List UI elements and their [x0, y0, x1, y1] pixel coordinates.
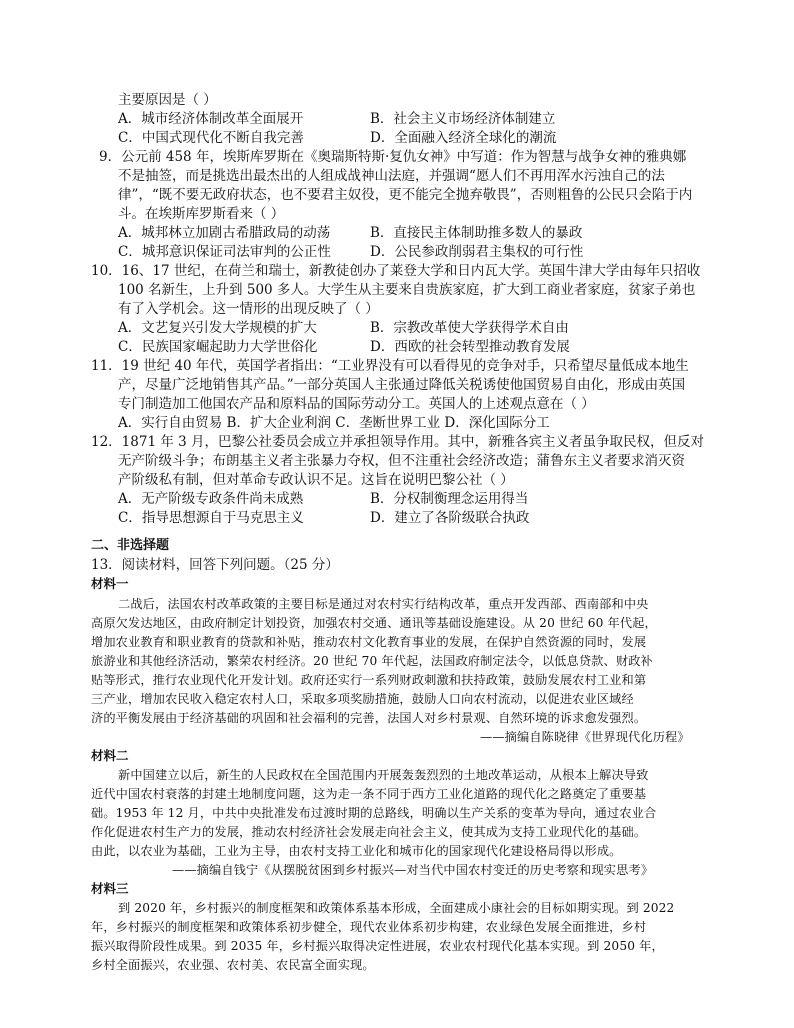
material-3-line-3: 振兴取得阶段性成果。到 2035 年，乡村振兴取得决定性进展，农业农村现代化基本实现。到 2050 年， — [91, 939, 664, 953]
q10-line-2: 100 名新生，上升到 500 多人。大学生从主要来自贵族家庭，扩大到工商业者家庭，贫家子弟也 — [118, 282, 696, 298]
q12-option-b[interactable]: B．分权制衡理念运用得当 — [370, 491, 529, 507]
material-1-line-4: 旅游业和其他经济活动，繁荣农村经济。20 世纪 70 年代起，法国政府制定法令，以低息贷款、财政补 — [91, 654, 653, 668]
q8-option-c[interactable]: C．中国式现代化不断自我完善 — [118, 130, 304, 146]
material-1-line-3: 增加农业教育和职业教育的贷款和补贴，推动农村文化教育事业的发展，在保护自然资源的同时，发展 — [91, 635, 647, 649]
q9-line-4: 斗。在埃斯库罗斯看来（ ） — [118, 206, 285, 222]
q10-option-d[interactable]: D．西欧的社会转型推动教育发展 — [370, 339, 570, 355]
q12-option-d[interactable]: D．建立了各阶级联合执政 — [370, 510, 530, 526]
q12-option-a[interactable]: A．无产阶级专政条件尚未成熟 — [118, 491, 304, 507]
q12-option-c[interactable]: C．指导思想源自于马克思主义 — [118, 510, 304, 526]
material-3-line-4: 乡村全面振兴，农业强、农村美、农民富全面实现。 — [91, 958, 375, 972]
q9-option-b[interactable]: B．直接民主体制助推多数人的暴政 — [370, 225, 583, 241]
q13-stem: 13．阅读材料，回答下列问题。（25 分） — [91, 557, 339, 573]
q10-option-c[interactable]: C．民族国家崛起助力大学世俗化 — [118, 339, 318, 355]
q11-options[interactable]: A．实行自由贸易 B．扩大企业利润 C．垄断世界工业 D．深化国际分工 — [118, 415, 550, 431]
q9-option-c[interactable]: C．城邦意识保证司法审判的公正性 — [118, 244, 331, 260]
q11-line-1: 11．19 世纪 40 年代，英国学者指出：“工业界没有可以看得见的竞争对手，只希望尽量低成本地生 — [91, 358, 689, 374]
material-1-line-7: 济的平衡发展由于经济基础的巩固和社会福利的完善，法国人对乡村景观、自然环境的诉求愈发强烈。 — [91, 711, 647, 725]
material-2-line-1: 新中国建立以后，新生的人民政权在全国范围内开展轰轰烈烈的土地改革运动，从根本上解决导致 — [118, 768, 649, 782]
material-3-line-1: 到 2020 年，乡村振兴的制度框架和政策体系基本形成，全面建成小康社会的目标如期实现。到 2022 — [118, 901, 675, 915]
material-1-line-1: 二战后，法国农村改革政策的主要目标是通过对农村实行结构改革，重点开发西部、西南部和中央 — [118, 597, 649, 611]
q12-line-2: 无产阶级斗争；布朗基主义者主张暴力夺权，但不注重社会经济改造；蒲鲁东主义者要求消灭资 — [118, 453, 685, 469]
material-2-label: 材料二 — [91, 748, 129, 763]
material-3-label: 材料三 — [91, 881, 129, 896]
material-2-line-3: 础。1953 年 12 月，中共中央批准发布过渡时期的总路线，明确以生产关系的变革为导向，通过农业合 — [91, 806, 657, 820]
material-2-line-5: 由此，以农业为基础，工业为主导，由农村支持工业化和城市化的国家现代化建设格局得以形成。 — [91, 844, 622, 858]
q9-option-d[interactable]: D．公民参政削弱君主集权的可行性 — [370, 244, 584, 260]
material-1-line-5: 贴等形式，推行农业现代化开发计划。政府还实行一系列财政刺激和扶持政策，鼓励发展农村工业和第 — [91, 673, 647, 687]
q10-line-3: 有了入学机会。这一情形的出现反映了（ ） — [118, 301, 379, 317]
q8-stem-tail: 主要原因是（ ） — [118, 92, 217, 108]
q11-line-2: 产，尽量广泛地销售其产品。”一部分英国人主张通过降低关税诱使他国贸易自由化，形成由英国 — [118, 377, 686, 393]
q12-line-3: 产阶级私有制，但对革命专政认识不足。这旨在说明巴黎公社（ ） — [118, 472, 514, 488]
material-2-line-4: 作化促进农村生产力的发展，推动农村经济社会发展走向社会主义，使其成为支持工业现代化的基础。 — [91, 825, 647, 839]
q8-option-a[interactable]: A．城市经济体制改革全面展开 — [118, 111, 304, 127]
q8-option-b[interactable]: B．社会主义市场经济体制建立 — [370, 111, 556, 127]
material-2-line-2: 近代中国农村衰落的封建土地制度问题，这为走一条不同于西方工业化道路的现代化之路奠定了重要基 — [91, 787, 647, 801]
material-2-source: ——摘编自钱宁《从摆脱贫困到乡村振兴—对当代中国农村变迁的历史考察和现实思考》 — [172, 863, 654, 877]
q10-option-a[interactable]: A．文艺复兴引发大学规模的扩大 — [118, 320, 317, 336]
material-1-line-6: 三产业，增加农民收入稳定农村人口，采取多项奖励措施，鼓励人口向农村流动，以促进农业区域经 — [91, 692, 634, 706]
q12-line-1: 12．1871 年 3 月，巴黎公社委员会成立并承担领导作用。其中，新雅各宾主义者虽争取民权，但反对 — [91, 434, 704, 450]
material-1-source: ——摘编自陈晓律《世界现代化历程》 — [480, 730, 690, 744]
material-3-line-2: 年，乡村振兴的制度框架和政策体系初步健全，现代农业体系初步构建，农业绿色发展全面推进，乡村 — [91, 920, 647, 934]
q9-option-a[interactable]: A．城邦林立加剧古希腊政局的动荡 — [118, 225, 331, 241]
q11-line-3: 专门制造加工他国农产品和原料品的国际劳动分工。英国人的上述观点意在（ ） — [118, 396, 595, 412]
q9-line-1: 9．公元前 458 年，埃斯库罗斯在《奥瑞斯特斯·复仇女神》中写道：作为智慧与战争女神的雅典娜 — [99, 149, 687, 165]
section-heading: 二、非选择题 — [91, 538, 170, 553]
material-1-line-2: 高原欠发达地区，由政府制定计划投资，加强农村交通、通讯等基础设施建设。从 20 世纪 60 年代起， — [91, 616, 657, 630]
q10-line-1: 10．16、17 世纪，在荷兰和瑞士，新教徒创办了莱登大学和日内瓦大学。英国牛津大学由每年只招收 — [91, 263, 701, 279]
q9-line-3: 律”，“既不要无政府状态，也不要君主奴役，更不能完全抛弃敬畏”，否则粗鲁的公民只会陷于内 — [118, 187, 693, 203]
q10-option-b[interactable]: B．宗教改革使大学获得学术自由 — [370, 320, 569, 336]
material-1-label: 材料一 — [91, 576, 129, 591]
q8-option-d[interactable]: D．全面融入经济全球化的潮流 — [370, 130, 557, 146]
q9-line-2: 不是抽签，而是挑选出最杰出的人组成战神山法庭，并强调“愿人们不再用浑水污浊自己的法 — [118, 168, 665, 184]
